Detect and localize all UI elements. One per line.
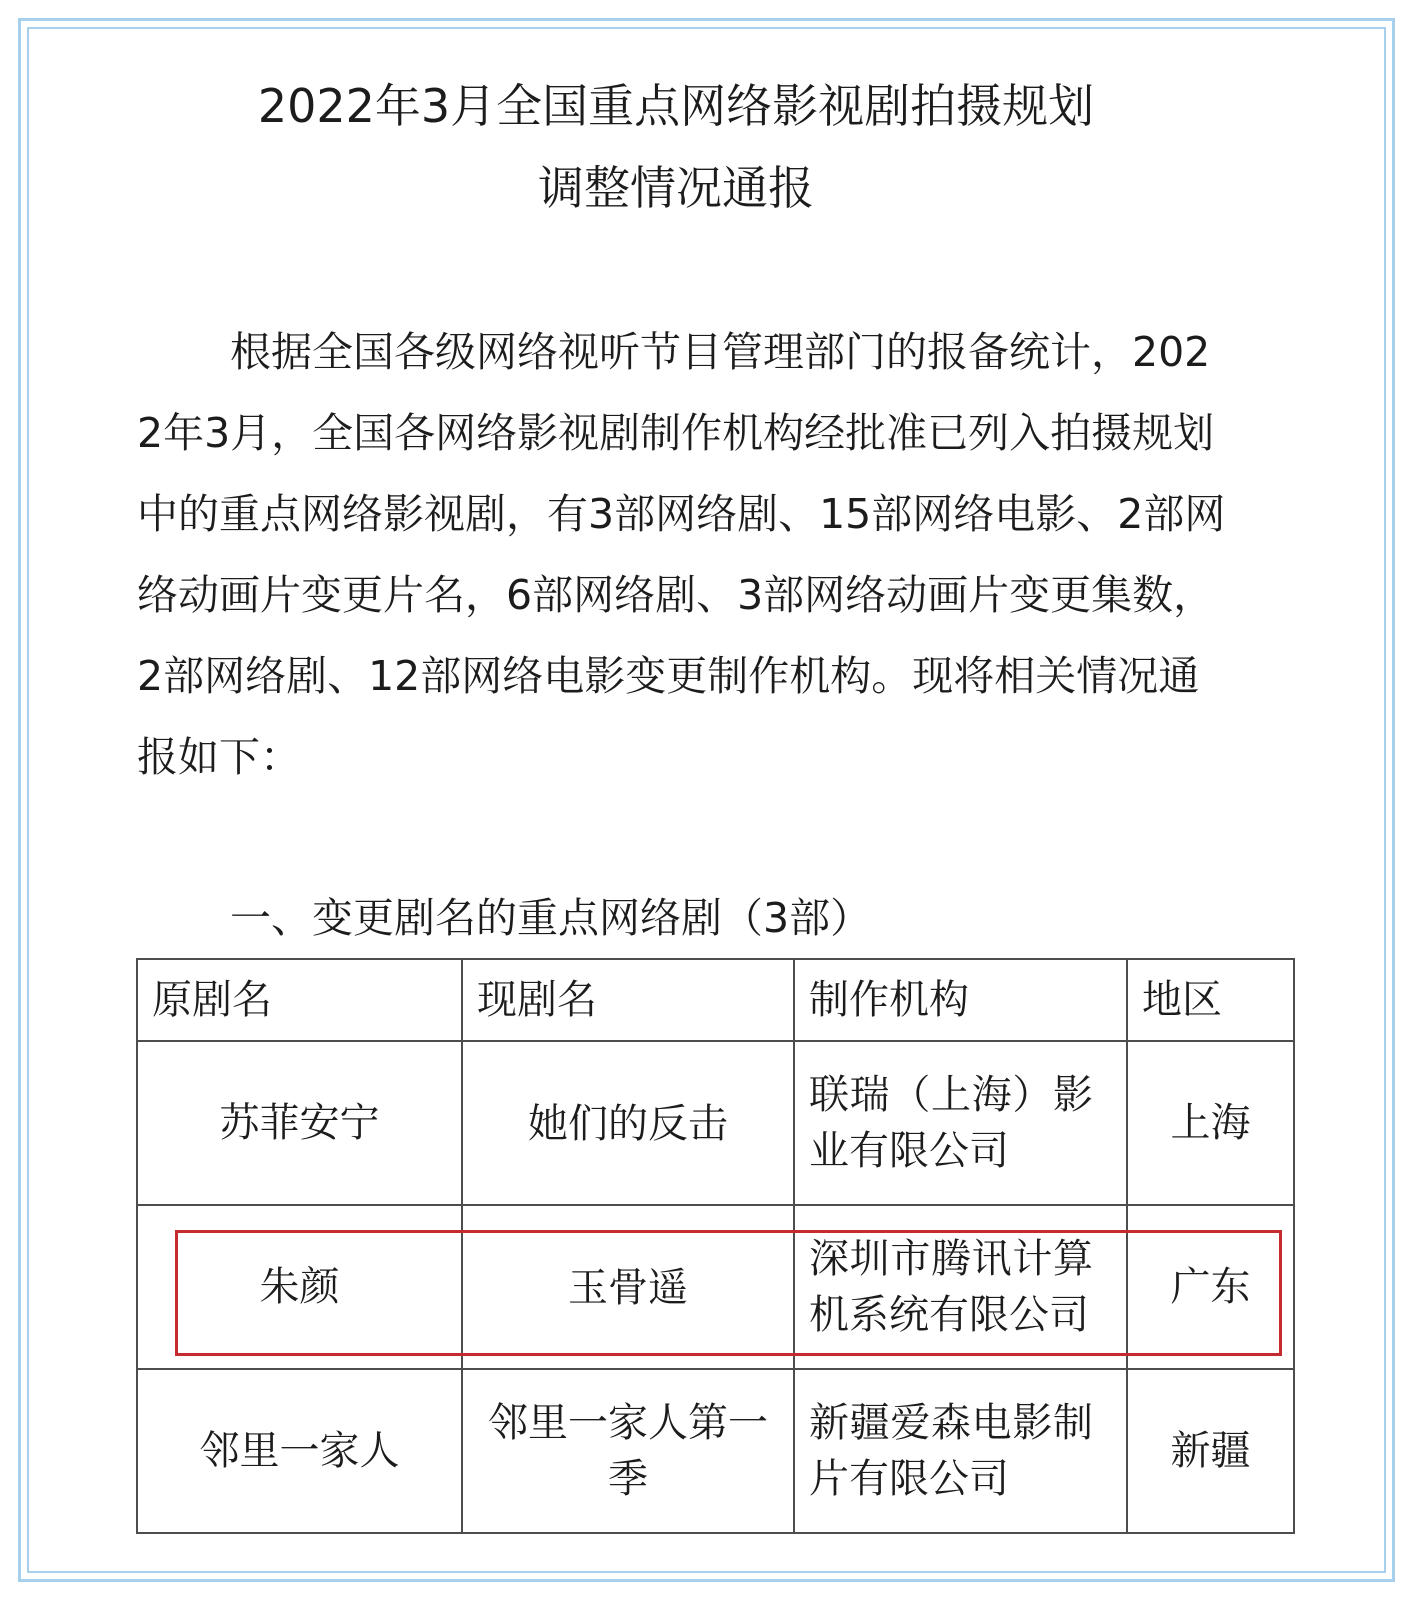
paragraph-line: 2部网络剧、12部网络电影变更制作机构。现将相关情况通 [137,652,1200,700]
cell-original-title: 朱颜 [137,1205,462,1369]
table-row [137,1205,1294,1369]
paragraph-line: 络动画片变更片名，6部网络剧、3部网络动画片变更集数， [137,571,1215,619]
document-title-line-2: 调整情况通报 [538,161,814,215]
cell-current-title-text: 玉骨遥 [568,1265,688,1311]
cell-current-title-text: 她们的反击 [528,1101,728,1147]
paragraph-line: 报如下： [137,733,301,781]
header-producer: 制作机构 [794,959,1127,1041]
cell-producer [794,1041,1127,1205]
document-title-line-1: 2022年3月全国重点网络影视剧拍摄规划 [257,79,1095,133]
table-row [137,1041,1294,1205]
cell-producer-text: 联瑞（上海）影业有限公司 [809,1072,1093,1174]
paragraph-line: 2年3月，全国各网络影视剧制作机构经批准已列入拍摄规划 [137,409,1215,457]
paragraph-line: 中的重点网络影视剧，有3部网络剧、15部网络电影、2部网 [137,490,1226,538]
cell-producer [794,1369,1127,1533]
cell-producer-text: 深圳市腾讯计算机系统有限公司 [809,1236,1093,1338]
header-original-title: 原剧名 [137,959,462,1041]
cell-region: 广东 [1127,1205,1294,1369]
header-region: 地区 [1127,959,1294,1041]
table-header-row [137,959,1294,1041]
intro-paragraph [137,312,1237,798]
cell-current-title [462,1205,794,1369]
cell-producer [794,1205,1127,1369]
cell-producer-text: 新疆爱森电影制片有限公司 [809,1400,1093,1502]
table-row [137,1369,1294,1533]
paragraph-line: 根据全国各级网络视听节目管理部门的报备统计，202 [230,328,1211,376]
cell-current-title [462,1369,794,1533]
cell-current-title-text: 邻里一家人第一季 [488,1400,768,1502]
cell-region: 新疆 [1127,1369,1294,1533]
cell-original-title: 苏菲安宁 [137,1041,462,1205]
drama-title-change-table [136,958,1295,1534]
header-current-title: 现剧名 [462,959,794,1041]
cell-region: 上海 [1127,1041,1294,1205]
cell-original-title: 邻里一家人 [137,1369,462,1533]
cell-current-title [462,1041,794,1205]
section-heading: 一、变更剧名的重点网络剧（3部） [230,894,872,942]
